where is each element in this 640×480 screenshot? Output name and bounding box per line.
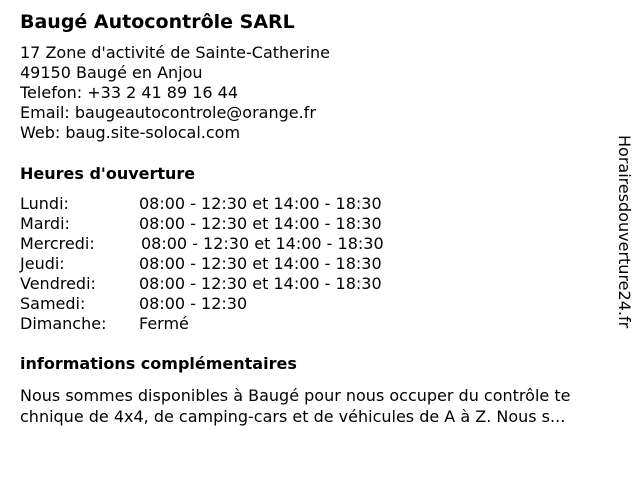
description-line-2: chnique de 4x4, de camping-cars et de véhicules de A à Z. Nous s... — [20, 407, 566, 426]
day-label: Samedi: — [20, 294, 86, 313]
time-value: 08:00 - 12:30 et 14:00 - 18:30 — [139, 254, 382, 273]
info-heading: informations complémentaires — [20, 354, 297, 373]
time-value: 08:00 - 12:30 et 14:00 - 18:30 — [139, 274, 382, 293]
time-value: 08:00 - 12:30 et 14:00 - 18:30 — [139, 214, 382, 233]
time-value: 08:00 - 12:30 et 14:00 - 18:30 — [141, 234, 384, 253]
day-label: Vendredi: — [20, 274, 96, 293]
hours-heading: Heures d'ouverture — [20, 164, 196, 183]
day-label: Mercredi: — [20, 234, 95, 253]
phone-line: Telefon: +33 2 41 89 16 44 — [20, 83, 239, 102]
day-label: Lundi: — [20, 194, 69, 213]
time-value: 08:00 - 12:30 — [139, 294, 248, 313]
day-label: Dimanche: — [20, 314, 107, 333]
description-line-1: Nous sommes disponibles à Baugé pour nous occuper du contrôle te — [20, 386, 571, 405]
day-label: Jeudi: — [20, 254, 65, 273]
site-watermark-label: Horairesdouverture24.fr — [615, 135, 634, 329]
web-line: Web: baug.site-solocal.com — [20, 123, 241, 142]
address-line-2: 49150 Baugé en Anjou — [20, 63, 203, 82]
contact-block — [20, 43, 330, 143]
time-value: 08:00 - 12:30 et 14:00 - 18:30 — [139, 194, 382, 213]
email-line: Email: baugeautocontrole@orange.fr — [20, 103, 316, 122]
description-text — [20, 385, 620, 427]
business-name: Baugé Autocontrôle SARL — [20, 11, 295, 33]
time-value: Fermé — [139, 314, 189, 333]
day-label: Mardi: — [20, 214, 70, 233]
address-line-1: 17 Zone d'activité de Sainte-Catherine — [20, 43, 331, 62]
